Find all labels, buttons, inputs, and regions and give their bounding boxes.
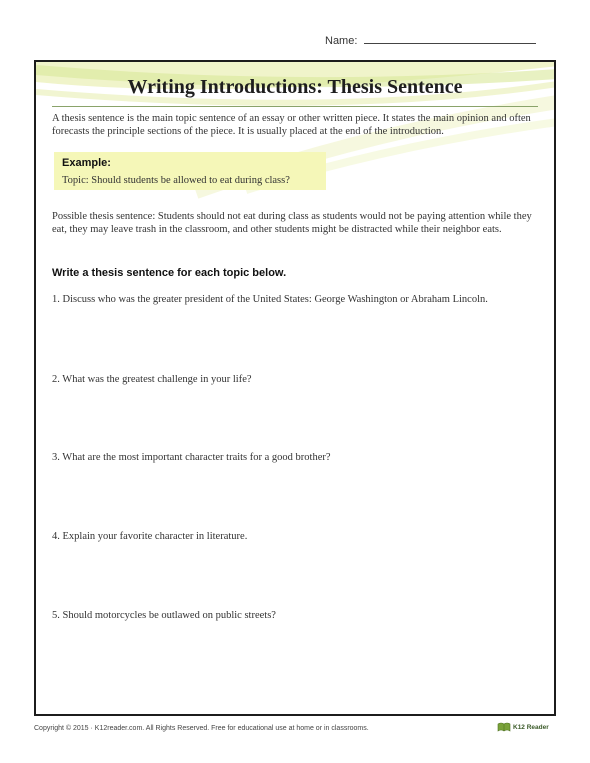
intro-paragraph: A thesis sentence is the main topic sentence of an essay or other written piece. It states the main opinion and often forecasts the principle sections of the piece. It is usually placed at the end of the introduction. (52, 113, 531, 137)
k12reader-logo (497, 722, 549, 732)
question-3: 3. What are the most important character traits for a good brother? (52, 452, 331, 463)
example-topic: Topic: Should students be allowed to eat during class? (62, 175, 290, 186)
name-label: Name: (325, 35, 358, 47)
question-5: 5. Should motorcycles be outlawed on public streets? (52, 610, 276, 621)
possible-thesis-paragraph: Possible thesis sentence: Students should not eat during class as students would not be paying attention while they eat, they may leave trash in the classroom, and other students might be distracted while their neighbor eats. (52, 211, 532, 235)
name-field (325, 34, 536, 47)
example-label: Example: (62, 157, 111, 169)
worksheet-frame (34, 60, 556, 716)
worksheet-title: Writing Introductions: Thesis Sentence (127, 76, 463, 98)
name-blank-line[interactable] (364, 34, 536, 44)
instructions-heading: Write a thesis sentence for each topic below. (52, 267, 287, 279)
question-1: 1. Discuss who was the greater president of the United States: George Washington or Abraham Lincoln. (52, 294, 488, 305)
question-4: 4. Explain your favorite character in literature. (52, 531, 248, 542)
question-2: 2. What was the greatest challenge in your life? (52, 374, 252, 385)
open-book-icon (497, 722, 511, 732)
copyright-notice: Copyright © 2015 · K12reader.com. All Rights Reserved. Free for educational use at home or in classrooms. (34, 725, 369, 732)
logo-text: K12 Reader (513, 723, 549, 731)
title-divider (52, 106, 538, 107)
